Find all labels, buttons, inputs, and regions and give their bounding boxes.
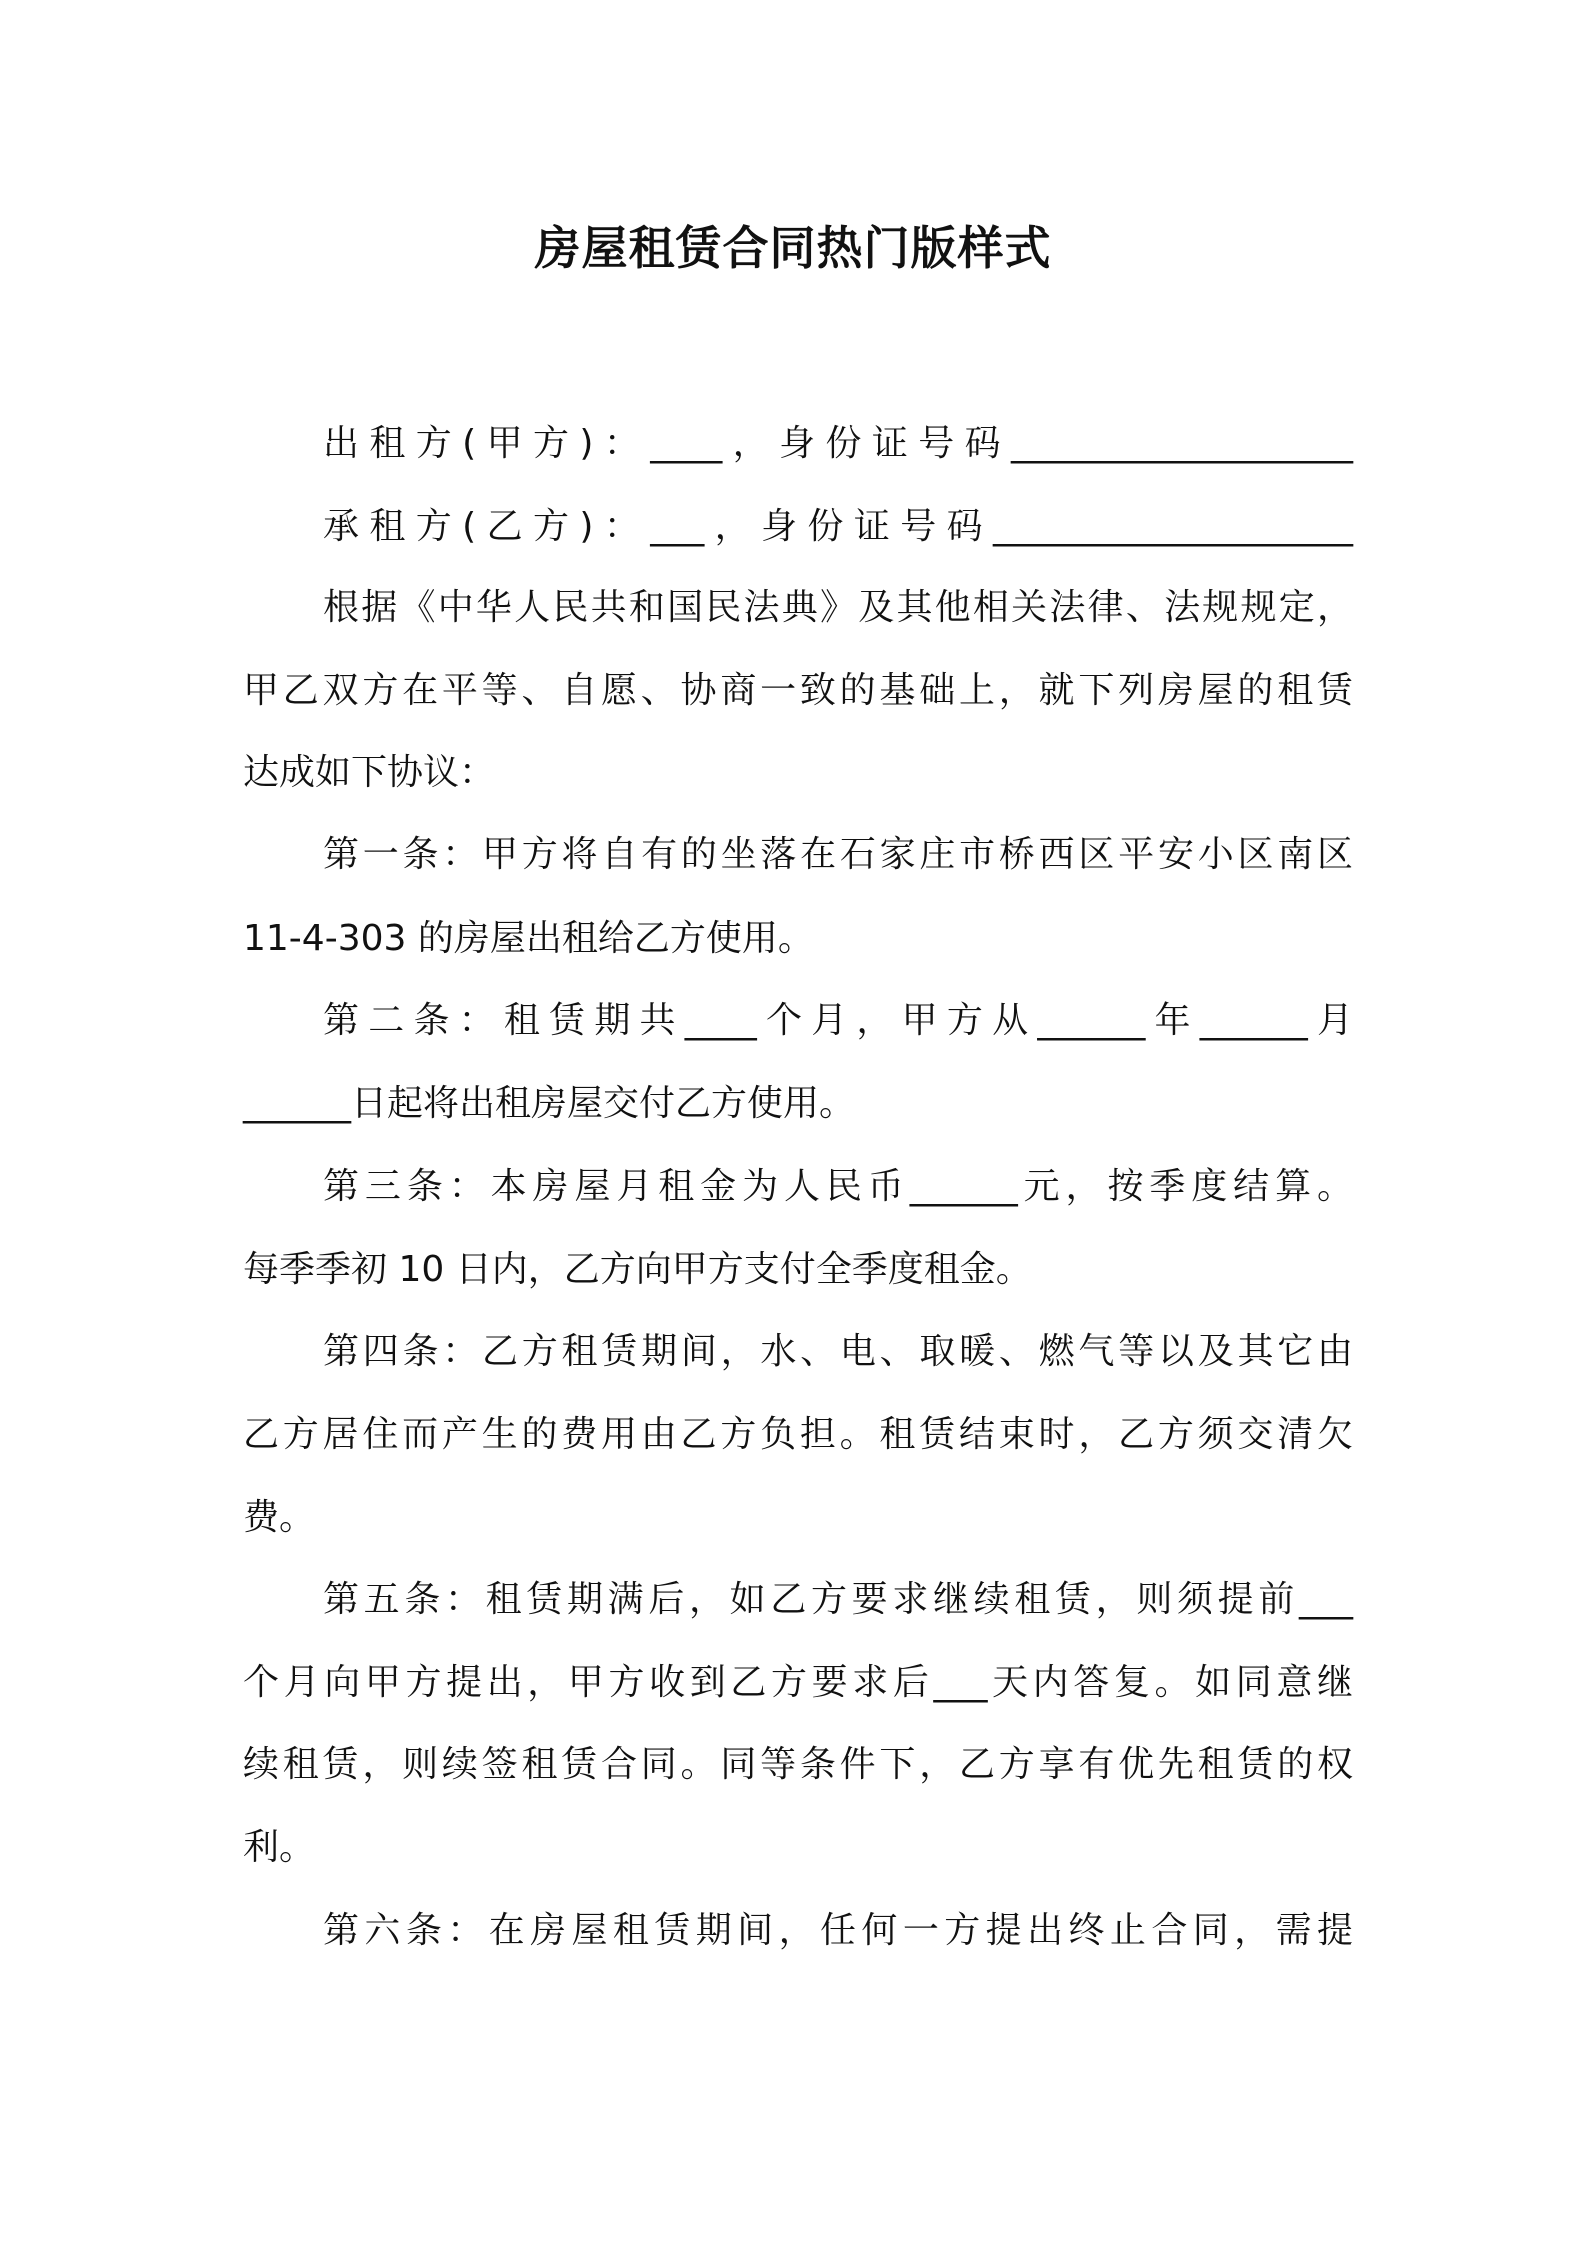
article-2-line-1: 第二条：租赁期共____个月，甲方从______年______月: [323, 1000, 1353, 1041]
article-1-line-2: 11-4-303 的房屋出租给乙方使用。: [243, 918, 814, 959]
article-5-line-3: 续租赁，则续签租赁合同。同等条件下，乙方享有优先租赁的权: [243, 1744, 1353, 1785]
article-5-line-4: 利。: [243, 1827, 316, 1868]
document-title: 房屋租赁合同热门版样式: [534, 221, 1052, 275]
lessee-line: 承租方(乙方)：___，身份证号码____________________: [323, 506, 1353, 547]
article-4-line-1: 第四条：乙方租赁期间，水、电、取暖、燃气等以及其它由: [323, 1331, 1353, 1372]
lessor-line: 出租方(甲方)：____，身份证号码___________________: [323, 423, 1353, 464]
article-3-line-2: 每季季初 10 日内，乙方向甲方支付全季度租金。: [243, 1249, 1032, 1290]
preamble-line-1: 根据《中华人民共和国民法典》及其他相关法律、法规规定，: [323, 587, 1353, 628]
article-5-line-2: 个月向甲方提出，甲方收到乙方要求后___天内答复。如同意继: [243, 1662, 1353, 1703]
article-4-line-2: 乙方居住而产生的费用由乙方负担。租赁结束时，乙方须交清欠: [243, 1414, 1353, 1455]
article-6-line-1: 第六条：在房屋租赁期间，任何一方提出终止合同，需提: [323, 1910, 1353, 1951]
article-2-line-2: ______日起将出租房屋交付乙方使用。: [243, 1083, 856, 1124]
preamble-line-3: 达成如下协议：: [243, 752, 496, 793]
article-4-line-3: 费。: [243, 1497, 316, 1538]
article-1-line-1: 第一条：甲方将自有的坐落在石家庄市桥西区平安小区南区: [323, 834, 1353, 875]
article-5-line-1: 第五条：租赁期满后，如乙方要求继续租赁，则须提前___: [323, 1579, 1353, 1620]
preamble-line-2: 甲乙双方在平等、自愿、协商一致的基础上，就下列房屋的租赁: [243, 670, 1353, 711]
article-3-line-1: 第三条：本房屋月租金为人民币______元，按季度结算。: [323, 1166, 1353, 1207]
